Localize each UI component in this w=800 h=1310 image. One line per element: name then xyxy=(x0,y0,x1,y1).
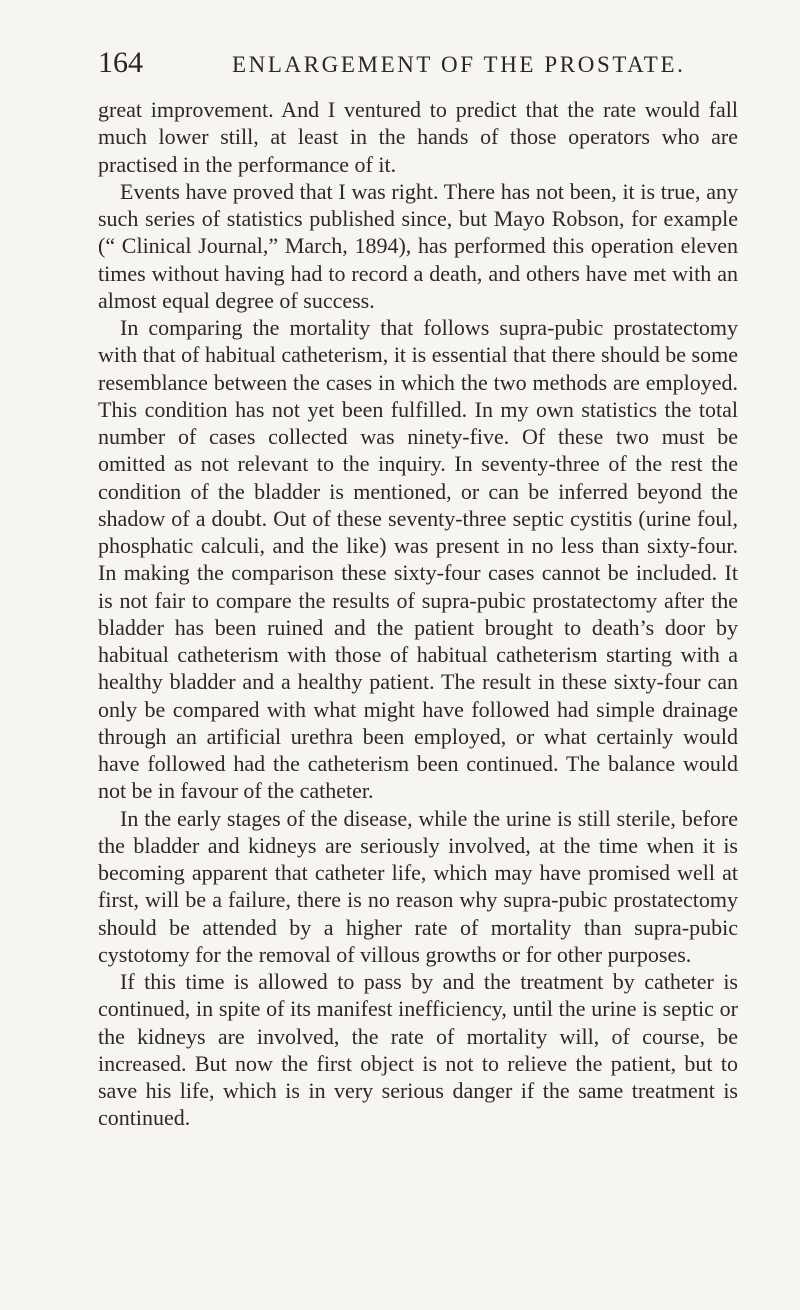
paragraph-comparing-mortality: In comparing the mortality that follows supra-pubic prostatectomy with that of habitual catheterism, it is essential that there should be some resemblance between the cases in which the two methods are employed. This condition has not yet been fulfilled. In my own statistics the total number of cases collected was ninety-five. Of these two must be omitted as not relevant to the inquiry. In seventy-three of the rest the condition of the bladder is mentioned, or can be inferred beyond the shadow of a doubt. Out of these seventy-three septic cystitis (urine foul, phosphatic calculi, and the like) was present in no less than sixty-four. In making the comparison these sixty-four cases cannot be included. It is not fair to compare the results of supra-pubic prostatectomy after the bladder has been ruined and the patient brought to death’s door by habitual catheterism with those of habitual catheterism starting with a healthy bladder and a healthy patient. The result in these sixty-four can only be compared with what might have followed had simple drainage through an artificial urethra been employed, or what certainly would have followed had the catheterism been continued. The balance would not be in favour of the catheter. xyxy=(98,315,738,804)
body-text xyxy=(98,96,738,1132)
paragraph-events: Events have proved that I was right. There has not been, it is true, any such series of statistics published since, but Mayo Robson, for example (“ Clinical Journal,” March, 1894), has performed this operation eleven times without having had to record a death, and others have met with an almost equal degree of success. xyxy=(98,178,738,313)
paragraph-continued: great improvement. And I ventured to predict that the rate would fall much lower still, at least in the hands of those operators who are practised in the performance of it. xyxy=(98,97,738,177)
running-title: ENLARGEMENT OF THE PROSTATE. xyxy=(232,52,686,77)
paragraph-time-allowed: If this time is allowed to pass by and the treatment by catheter is continued, in spite of its manifest inefficiency, until the urine is septic or the kidneys are involved, the rate of mortality will, of course, be increased. But now the first object is not to relieve the patient, but to save his life, which is in very serious danger if the same treatment is continued. xyxy=(98,969,738,1131)
running-head xyxy=(92,40,732,80)
page-number: 164 xyxy=(98,46,143,79)
paragraph-early-stages: In the early stages of the disease, while the urine is still sterile, before the bladder and kidneys are seriously involved, at the time when it is becoming apparent that catheter life, which may have promised well at first, will be a failure, there is no reason why supra-pubic prostatectomy should be attended by a higher rate of mortality than supra-pubic cystotomy for the removal of villous growths or for other purposes. xyxy=(98,805,738,967)
